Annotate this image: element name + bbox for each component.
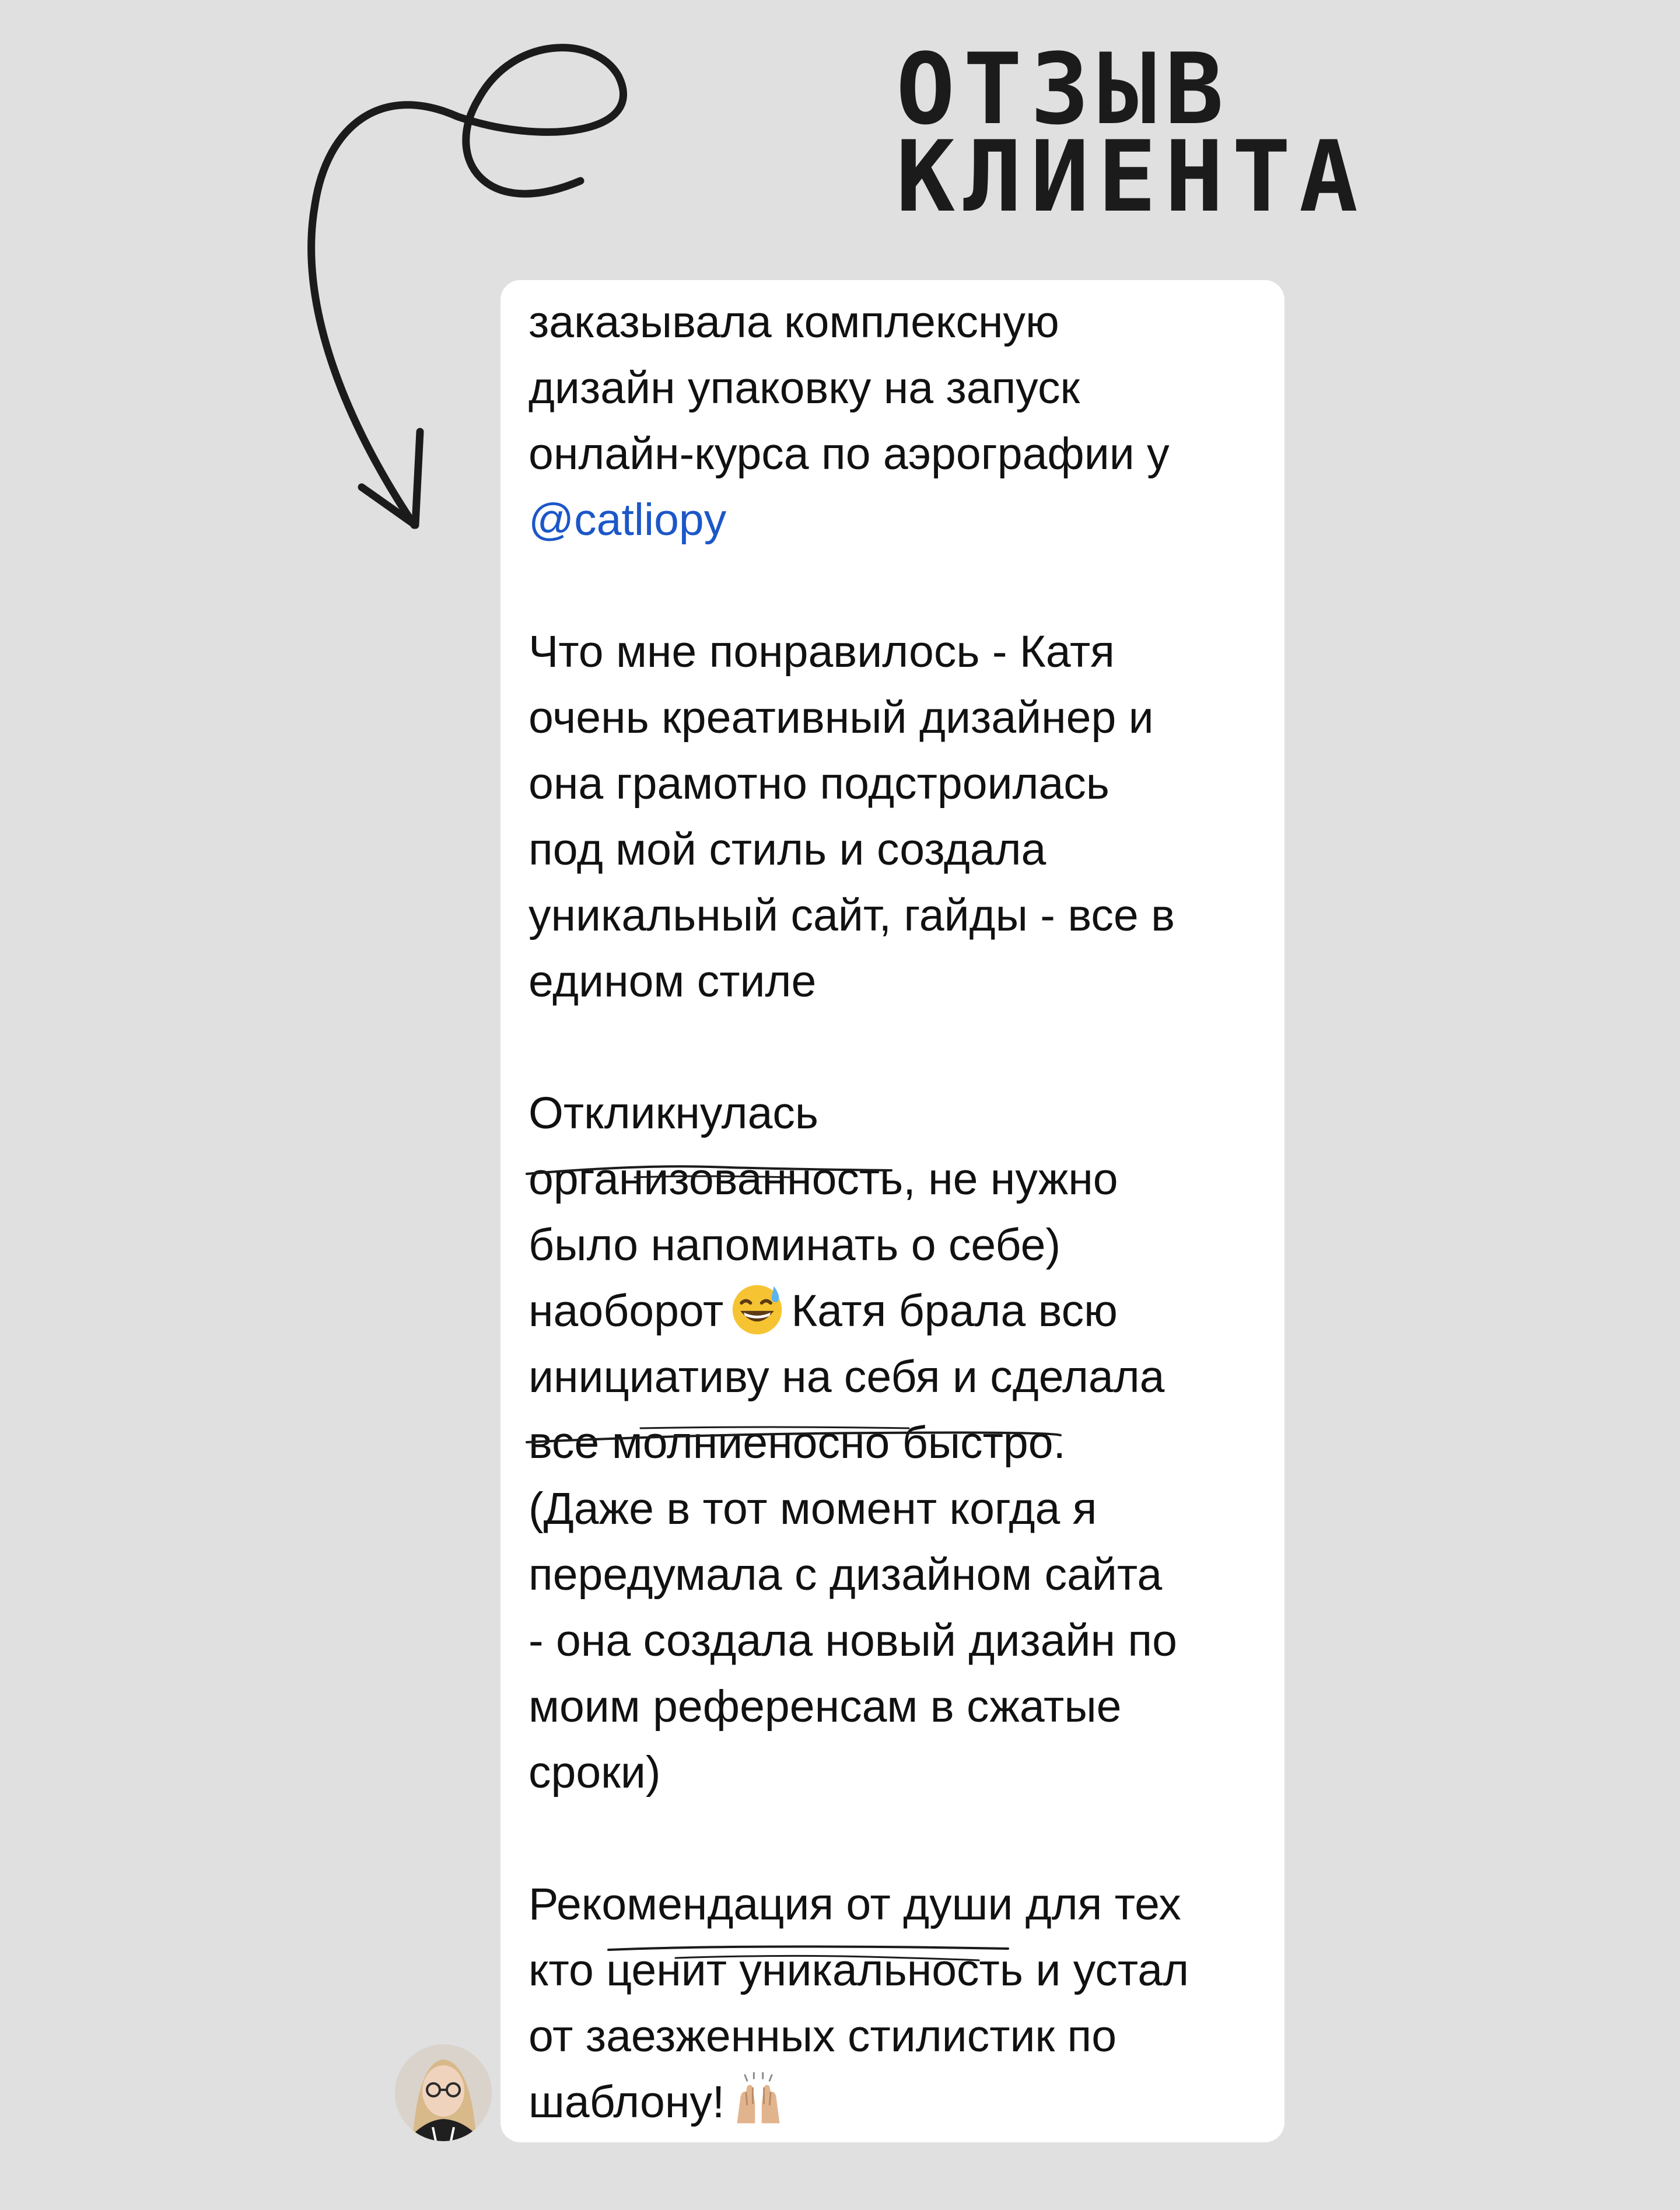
text-line: очень креативный дизайнер и (528, 693, 1154, 743)
page-title (896, 32, 1367, 234)
text-line-with-emoji (528, 1278, 1269, 1344)
avatar[interactable] (395, 2044, 492, 2141)
text-line: заказывала комплексную (528, 297, 1059, 347)
review-text (528, 289, 1269, 2135)
text-line: организованность, не нужно (528, 1154, 1118, 1204)
text-line: кто ценит уникальность и устал (528, 1945, 1189, 1995)
text-line-with-emoji (528, 2069, 1269, 2135)
avatar-photo (395, 2044, 492, 2141)
text-line: она грамотно подстроилась (528, 758, 1110, 809)
mention-link[interactable]: @catliopy (528, 495, 727, 545)
text-line: Откликнулась (528, 1088, 819, 1138)
text-line: инициативу на себя и сделала (528, 1352, 1165, 1402)
text-line: Рекомендация от души для тех (528, 1879, 1181, 1929)
text-line: - она создала новый дизайн по (528, 1615, 1177, 1666)
text-line: было напоминать о себе) (528, 1220, 1061, 1270)
text-line: дизайн упаковку на запуск (528, 363, 1080, 413)
text-line: передумала с дизайном сайта (528, 1550, 1163, 1600)
title-line-2: КЛИЕНТА (896, 120, 1367, 234)
text-fragment: шаблону! (528, 2077, 725, 2127)
raising-hands-emoji-icon (730, 2072, 786, 2128)
text-line: под мой стиль и создала (528, 824, 1046, 875)
text-line: (Даже в тот момент когда я (528, 1484, 1097, 1534)
grinning-sweat-emoji-icon (729, 1281, 785, 1337)
text-line: Что мне понравилось - Катя (528, 627, 1115, 677)
text-line: от заезженных стилистик по (528, 2011, 1117, 2061)
text-fragment: Катя брала всю (791, 1286, 1118, 1336)
text-line: уникальный сайт, гайды - все в (528, 890, 1175, 940)
review-message-bubble (501, 280, 1284, 2142)
mention-line (528, 487, 1269, 553)
text-line: едином стиле (528, 956, 817, 1006)
text-line: сроки) (528, 1747, 661, 1798)
title-line-1: ОТЗЫВ (896, 32, 1232, 146)
text-line: моим референсам в сжатые (528, 1681, 1122, 1732)
text-fragment: наоборот (528, 1286, 724, 1336)
text-line: все молниеносно быстро. (528, 1418, 1066, 1468)
text-line: онлайн-курса по аэрографии у (528, 429, 1170, 479)
